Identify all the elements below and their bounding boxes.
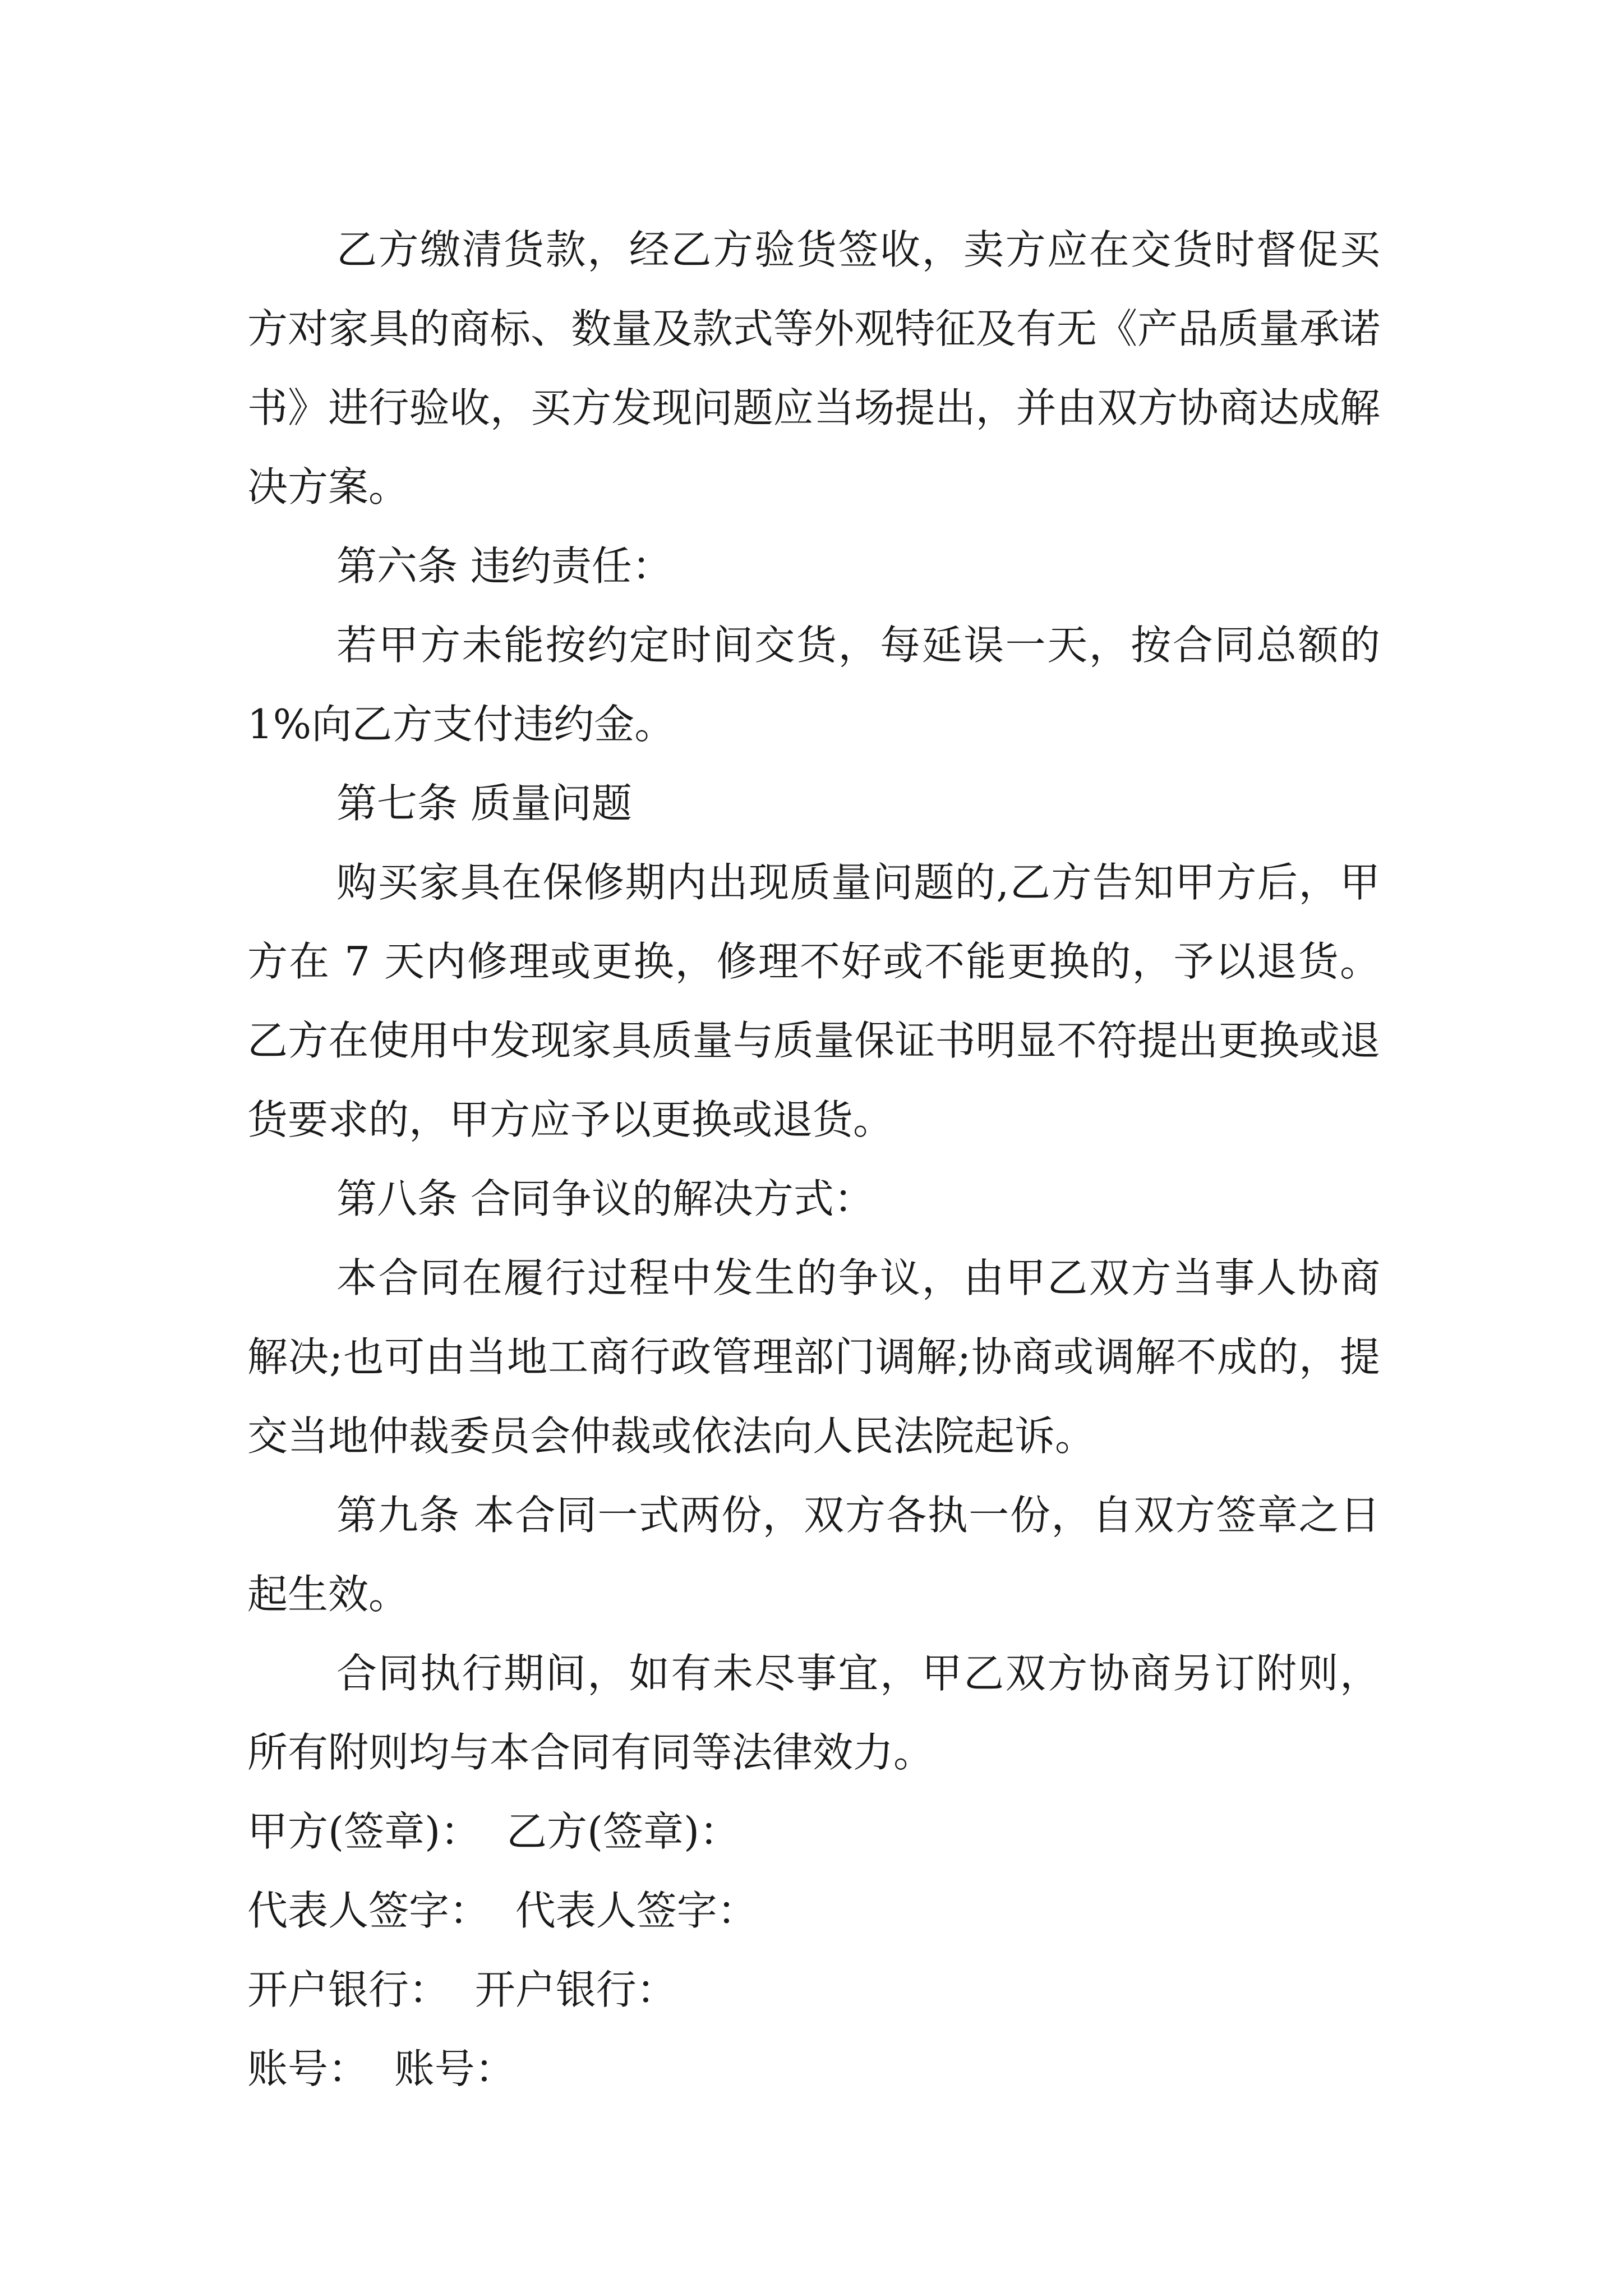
signature-line-representative: 代表人签字： 代表人签字： <box>247 1887 758 1934</box>
article-8-body: 本合同在履行过程中发生的争议，由甲乙双方当事人协商解决;也可由当地工商行政管理部门调解;协商或调解不成的，提交当地仲裁委员会仲裁或依法向人民法院起诉。 <box>247 1254 1380 1460</box>
signature-line-seal: 甲方(签章)： 乙方(签章)： <box>247 1808 740 1855</box>
article-6-body: 若甲方未能按约定时间交货，每延误一天，按合同总额的 1%向乙方支付违约金。 <box>247 622 1380 748</box>
article-8-heading: 第八条 合同争议的解决方式： <box>336 1175 874 1222</box>
signature-line-bank: 开户银行： 开户银行： <box>247 1966 677 2013</box>
article-9-paragraph: 第九条 本合同一式两份，双方各执一份，自双方签章之日起生效。 <box>247 1492 1380 1618</box>
article-7-heading: 第七条 质量问题 <box>336 780 632 827</box>
article-6-heading: 第六条 违约责任： <box>336 542 672 590</box>
article-7-body: 购买家具在保修期内出现质量问题的,乙方告知甲方后，甲方在 7 天内修理或更换，修理不好或不能更换的，予以退货。乙方在使用中发现家具质量与质量保证书明显不符提出更换或退货要求的，甲方应予以更换或退货。 <box>247 859 1380 1143</box>
contract-text <box>247 210 1380 2109</box>
acceptance-paragraph: 乙方缴清货款，经乙方验货签收，卖方应在交货时督促买方对家具的商标、数量及款式等外观特征及有无《产品质量承诺书》进行验收，买方发现问题应当场提出，并由双方协商达成解决方案。 <box>247 226 1380 510</box>
signature-line-account: 账号： 账号： <box>247 2045 515 2092</box>
supplementary-paragraph: 合同执行期间，如有未尽事宜，甲乙双方协商另订附则，所有附则均与本合同有同等法律效力。 <box>247 1650 1380 1776</box>
